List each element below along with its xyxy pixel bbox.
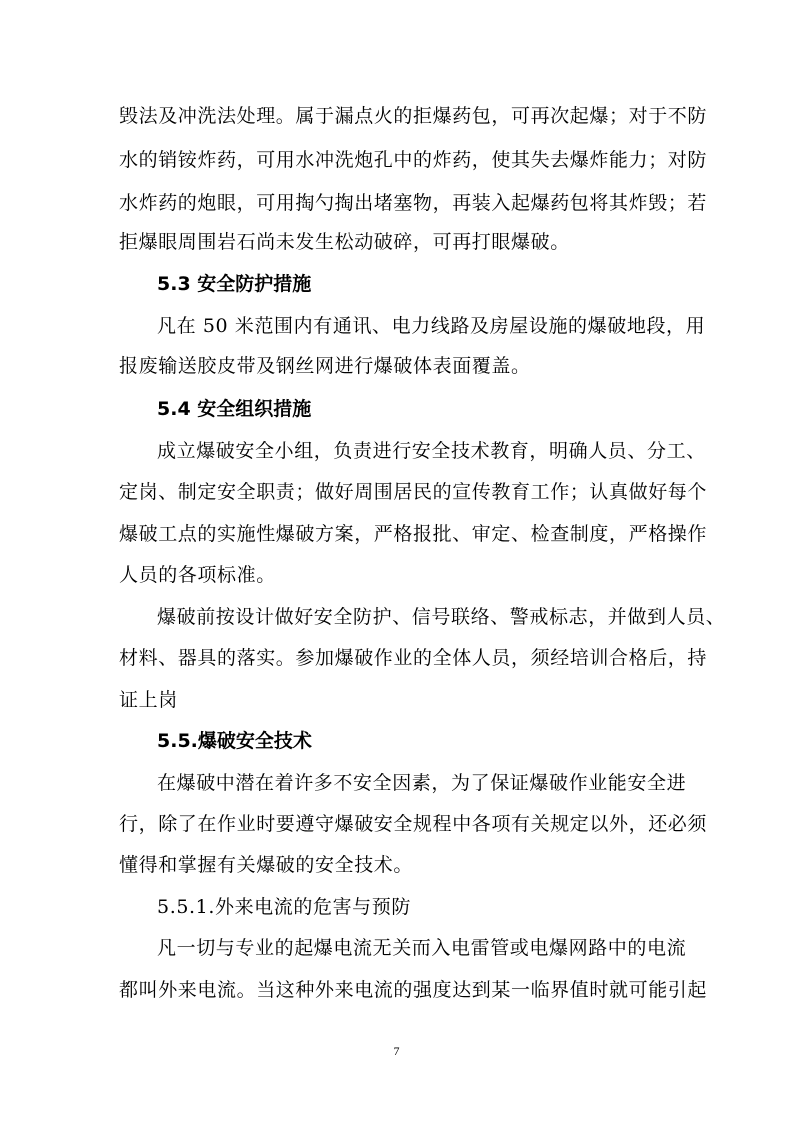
paragraph-line: 成立爆破安全小组，负责进行安全技术教育，明确人员、分工、: [157, 440, 706, 462]
page-number: 7: [393, 1044, 400, 1058]
paragraph-line: 行，除了在作业时要遵守爆破安全规程中各项有关规定以外，还必须: [119, 813, 708, 835]
paragraph-line: 在爆破中潜在着许多不安全因素，为了保证爆破作业能安全进: [157, 772, 687, 794]
subsection-heading-5-5-1: 5.5.1.外来电流的危害与预防: [157, 896, 411, 918]
section-heading-5-5: 5.5.爆破安全技术: [157, 730, 312, 752]
paragraph-line: 爆破工点的实施性爆破方案，严格报批、审定、检查制度，严格操作: [119, 523, 708, 545]
paragraph-line: 毁法及冲洗法处理。属于漏点火的拒爆药包，可再次起爆；对于不防: [119, 105, 708, 127]
paragraph-line: 报废输送胶皮带及钢丝网进行爆破体表面覆盖。: [119, 355, 531, 377]
paragraph-line: 拒爆眼周围岩石尚未发生松动破碎，可再打眼爆破。: [119, 231, 570, 253]
paragraph-line: 水炸药的炮眼，可用掏勺掏出堵塞物，再装入起爆药包将其炸毁；若: [119, 192, 708, 214]
paragraph-line: 水的销铵炸药，可用水冲洗炮孔中的炸药，使其失去爆炸能力；对防: [119, 149, 708, 171]
paragraph-line: 懂得和掌握有关爆破的安全技术。: [119, 854, 414, 876]
paragraph-line: 凡在 50 米范围内有通讯、电力线路及房屋设施的爆破地段，用: [157, 315, 706, 337]
paragraph-line: 定岗、制定安全职责；做好周围居民的宣传教育工作；认真做好每个: [119, 481, 708, 503]
paragraph-line: 爆破前按设计做好安全防护、信号联络、警戒标志，并做到人员、: [157, 606, 726, 628]
section-heading-5-4: 5.4 安全组织措施: [157, 398, 312, 420]
paragraph-line: 材料、器具的落实。参加爆破作业的全体人员，须经培训合格后，持: [119, 647, 708, 669]
paragraph-line: 凡一切与专业的起爆电流无关而入电雷管或电爆网路中的电流: [157, 937, 687, 959]
section-heading-5-3: 5.3 安全防护措施: [157, 273, 312, 295]
paragraph-line: 都叫外来电流。当这种外来电流的强度达到某一临界值时就可能引起: [119, 979, 708, 1001]
paragraph-line: 人员的各项标准。: [119, 564, 276, 586]
paragraph-line: 证上岗: [119, 689, 178, 711]
